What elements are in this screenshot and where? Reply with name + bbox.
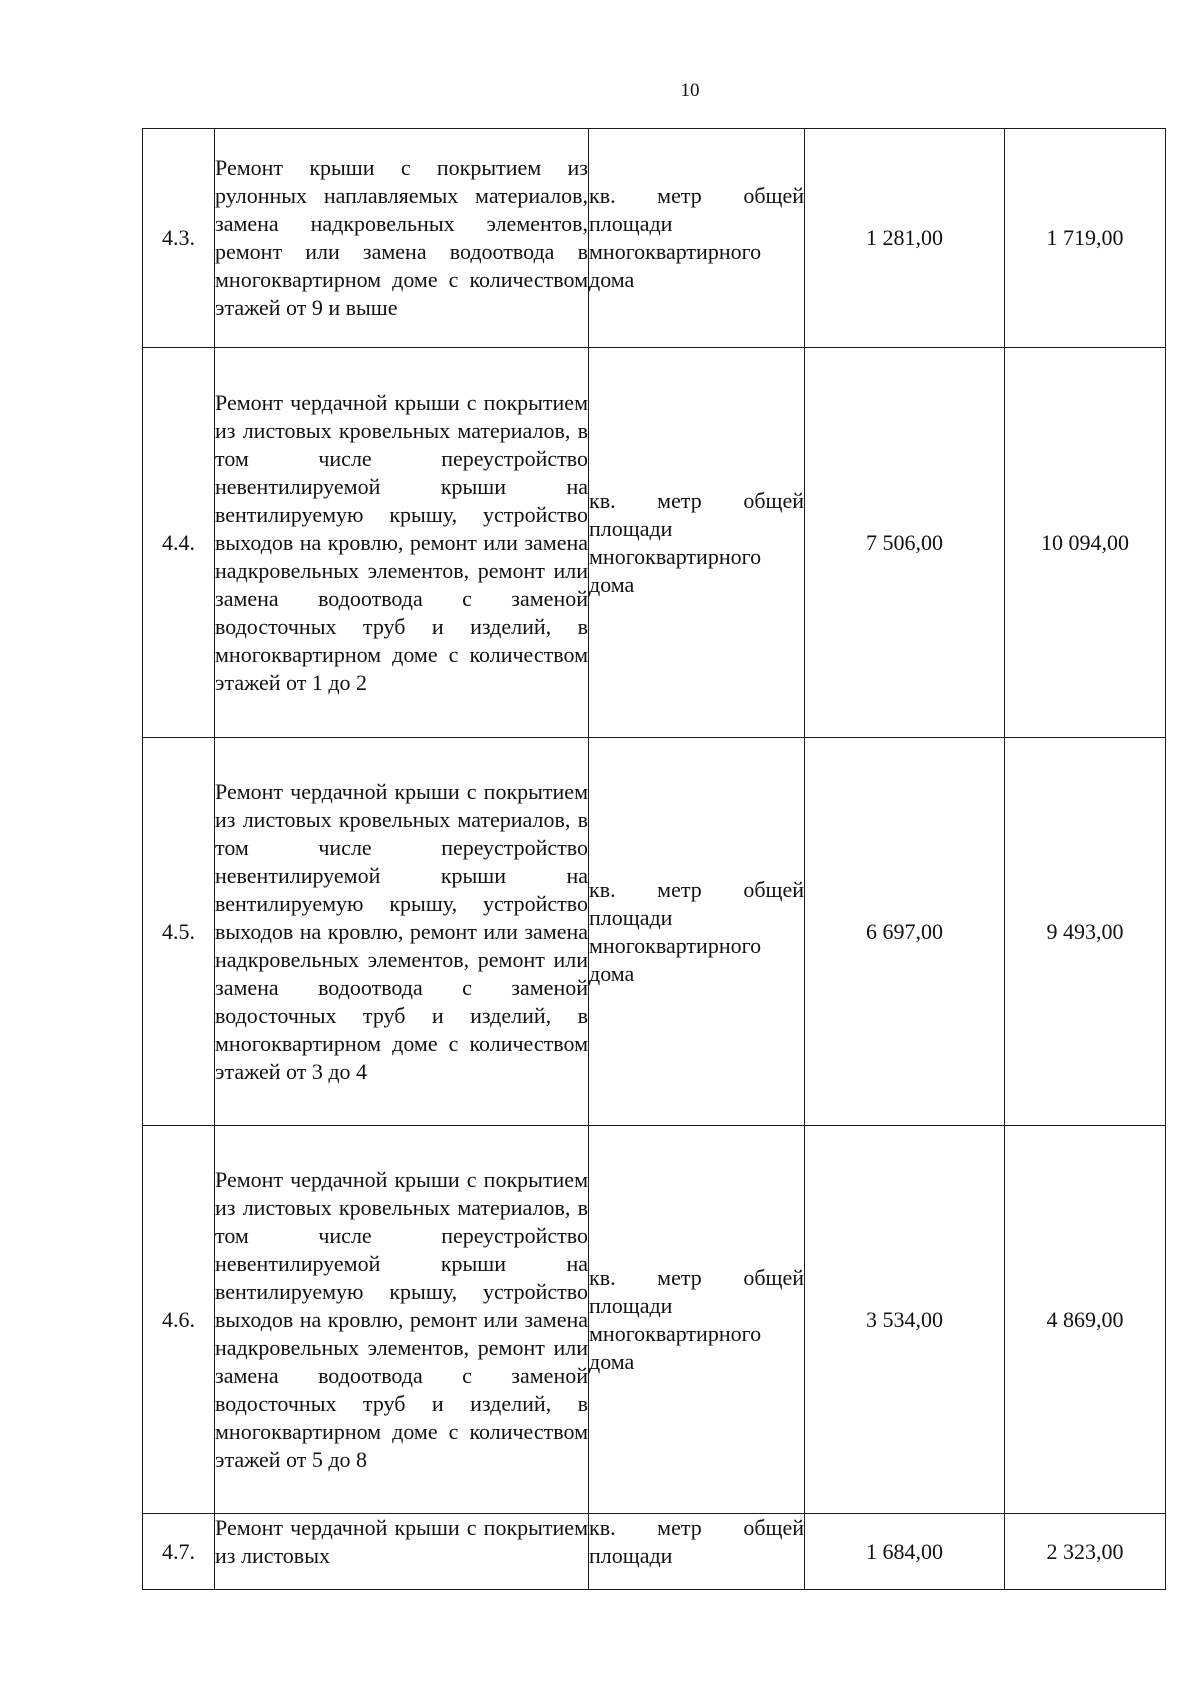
value-column-1: 1 281,00 — [805, 129, 1005, 348]
row-number: 4.3. — [143, 129, 215, 348]
table-row — [143, 1514, 1166, 1590]
row-number: 4.5. — [143, 738, 215, 1126]
row-number: 4.6. — [143, 1126, 215, 1514]
work-description: Ремонт чердачной крыши с покрытием из листовых кровельных материалов, в том числе переустройство невентилируемой крыши на вентилируемую крышу, устройство выходов на кровлю, ремонт или замена надкровельных элементов, ремонт или замена водоотвода с заменой водосточных труб и изделий, в многоквартирном доме с количеством этажей от 5 до 8 — [215, 1126, 589, 1514]
work-description: Ремонт чердачной крыши с покрытием из листовых — [215, 1514, 589, 1590]
unit-of-measure: кв. метр общей площади многоквартирного дома — [589, 129, 805, 348]
value-column-1: 7 506,00 — [805, 348, 1005, 738]
work-description: Ремонт чердачной крыши с покрытием из листовых кровельных материалов, в том числе переустройство невентилируемой крыши на вентилируемую крышу, устройство выходов на кровлю, ремонт или замена надкровельных элементов, ремонт или замена водоотвода с заменой водосточных труб и изделий, в многоквартирном доме с количеством этажей от 3 до 4 — [215, 738, 589, 1126]
tariff-table — [142, 128, 1166, 1590]
row-number: 4.4. — [143, 348, 215, 738]
unit-of-measure: кв. метр общей площади — [589, 1514, 805, 1590]
table-row — [143, 738, 1166, 1126]
value-column-2: 4 869,00 — [1005, 1126, 1166, 1514]
table-row — [143, 1126, 1166, 1514]
page-number: 10 — [680, 80, 700, 101]
work-description: Ремонт крыши с покрытием из рулонных наплавляемых материалов, замена надкровельных элементов, ремонт или замена водоотвода в многоквартирном доме с количеством этажей от 9 и выше — [215, 129, 589, 348]
work-description: Ремонт чердачной крыши с покрытием из листовых кровельных материалов, в том числе переустройство невентилируемой крыши на вентилируемую крышу, устройство выходов на кровлю, ремонт или замена надкровельных элементов, ремонт или замена водоотвода с заменой водосточных труб и изделий, в многоквартирном доме с количеством этажей от 1 до 2 — [215, 348, 589, 738]
value-column-1: 6 697,00 — [805, 738, 1005, 1126]
table-row — [143, 348, 1166, 738]
unit-of-measure: кв. метр общей площади многоквартирного дома — [589, 1126, 805, 1514]
value-column-2: 10 094,00 — [1005, 348, 1166, 738]
table-row — [143, 129, 1166, 348]
value-column-2: 9 493,00 — [1005, 738, 1166, 1126]
value-column-2: 2 323,00 — [1005, 1514, 1166, 1590]
value-column-1: 1 684,00 — [805, 1514, 1005, 1590]
unit-of-measure: кв. метр общей площади многоквартирного дома — [589, 738, 805, 1126]
row-number: 4.7. — [143, 1514, 215, 1590]
unit-of-measure: кв. метр общей площади многоквартирного дома — [589, 348, 805, 738]
value-column-1: 3 534,00 — [805, 1126, 1005, 1514]
value-column-2: 1 719,00 — [1005, 129, 1166, 348]
